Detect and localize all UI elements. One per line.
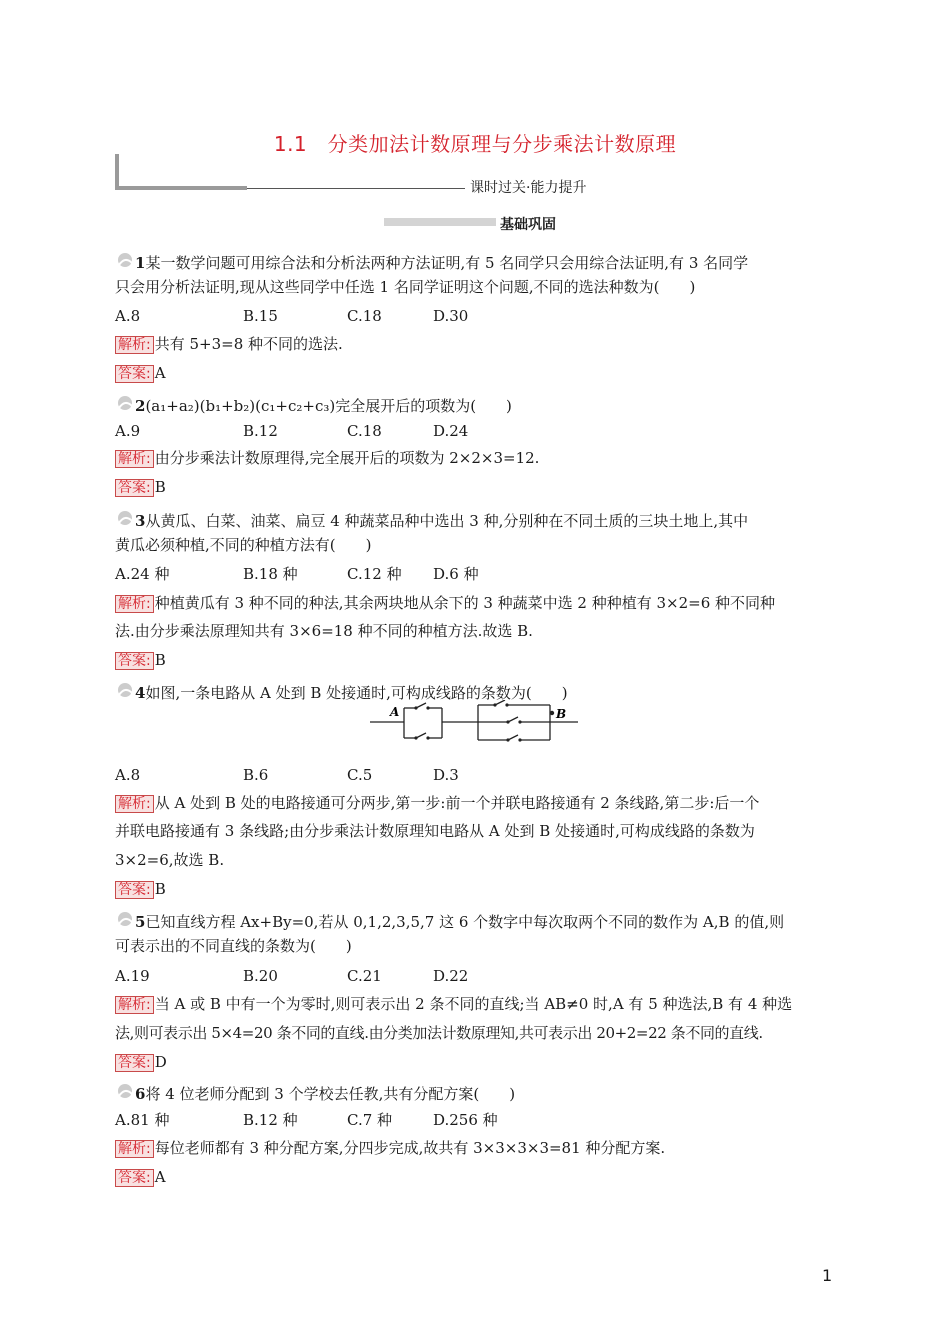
header-rule bbox=[247, 188, 465, 189]
option-c: C.5 bbox=[347, 766, 373, 784]
analysis-line bbox=[115, 448, 539, 469]
question-text: 如图,一条电路从 A 处到 B 处接通时,可构成线路的条数为( ) bbox=[145, 684, 568, 702]
option-d: D.30 bbox=[433, 307, 469, 325]
question-2-stem bbox=[115, 395, 512, 416]
analysis-text: 每位老师都有 3 种分配方案,分四步完成,故共有 3×3×3×3=81 种分配方案. bbox=[154, 1139, 666, 1157]
option-d: D.6 种 bbox=[433, 565, 479, 583]
answer-line bbox=[115, 363, 166, 384]
section-decoration-bar bbox=[384, 218, 496, 226]
analysis-tag: 解析: bbox=[115, 795, 154, 813]
circuit-diagram bbox=[370, 700, 582, 746]
option-c: C.18 bbox=[347, 422, 382, 440]
question-marker-icon bbox=[115, 682, 135, 698]
answer-tag: 答案: bbox=[115, 1169, 154, 1187]
answer-line bbox=[115, 477, 166, 498]
question-1-stem-line2: 只会用分析法证明,现从这些同学中任选 1 名同学证明这个问题,不同的选法种数为( ) bbox=[115, 278, 696, 296]
analysis-text: 共有 5+3=8 种不同的选法. bbox=[154, 335, 343, 353]
answer-value: B bbox=[154, 880, 166, 898]
analysis-tag: 解析: bbox=[115, 450, 154, 468]
option-a: A.8 bbox=[115, 766, 141, 784]
question-text: (a₁+a₂)(b₁+b₂)(c₁+c₂+c₃)完全展开后的项数为( ) bbox=[145, 397, 512, 415]
analysis-text: 从 A 处到 B 处的电路接通可分两步,第一步:前一个并联电路接通有 2 条线路,第二步:后一个 bbox=[154, 794, 760, 812]
analysis-text: 由分步乘法计数原理得,完全展开后的项数为 2×2×3=12. bbox=[154, 449, 540, 467]
option-d: D.24 bbox=[433, 422, 469, 440]
question-marker-icon bbox=[115, 510, 135, 526]
question-5-stem-line2: 可表示出的不同直线的条数为( ) bbox=[115, 937, 352, 955]
answer-tag: 答案: bbox=[115, 652, 154, 670]
option-b: B.6 bbox=[243, 766, 269, 784]
question-marker-icon bbox=[115, 395, 135, 411]
question-number: 1 bbox=[135, 254, 146, 272]
answer-tag: 答案: bbox=[115, 365, 154, 383]
option-c: C.7 种 bbox=[347, 1111, 393, 1129]
question-text: 某一数学问题可用综合法和分析法两种方法证明,有 5 名同学只会用综合法证明,有 3 名同学 bbox=[145, 254, 749, 272]
question-6-stem bbox=[115, 1083, 515, 1104]
question-marker-icon bbox=[115, 252, 135, 268]
analysis-tag: 解析: bbox=[115, 595, 154, 613]
question-1-stem bbox=[115, 252, 748, 273]
analysis-tag: 解析: bbox=[115, 1140, 154, 1158]
answer-line bbox=[115, 879, 166, 900]
page-subtitle: 课时过关·能力提升 bbox=[470, 180, 587, 196]
answer-line bbox=[115, 650, 166, 671]
answer-tag: 答案: bbox=[115, 1054, 154, 1072]
question-3-stem-line2: 黄瓜必须种植,不同的种植方法有( ) bbox=[115, 536, 372, 554]
header-decoration-bar bbox=[115, 154, 119, 190]
question-3-stem bbox=[115, 510, 748, 531]
analysis-line-3: 3×2=6,故选 B. bbox=[115, 851, 225, 869]
analysis-line-2: 法.由分步乘法原理知共有 3×6=18 种不同的种植方法.故选 B. bbox=[115, 622, 533, 640]
page-number: 1 bbox=[822, 1266, 833, 1285]
answer-line bbox=[115, 1052, 167, 1073]
question-number: 6 bbox=[135, 1085, 146, 1103]
page-title: 1.1 分类加法计数原理与分步乘法计数原理 bbox=[273, 132, 677, 156]
option-d: D.256 种 bbox=[433, 1111, 498, 1129]
analysis-text: 种植黄瓜有 3 种不同的种法,其余两块地从余下的 3 种蔬菜中选 2 种种植有 3×2=6 种不同种 bbox=[154, 594, 776, 612]
question-number: 2 bbox=[135, 397, 146, 415]
question-5-stem bbox=[115, 911, 784, 932]
option-c: C.21 bbox=[347, 967, 382, 985]
analysis-tag: 解析: bbox=[115, 336, 154, 354]
answer-value: B bbox=[154, 651, 166, 669]
circuit-label-a: A bbox=[390, 705, 400, 719]
answer-tag: 答案: bbox=[115, 881, 154, 899]
question-text: 已知直线方程 Ax+By=0,若从 0,1,2,3,5,7 这 6 个数字中每次取两个不同的数作为 A,B 的值,则 bbox=[145, 913, 785, 931]
option-d: D.3 bbox=[433, 766, 459, 784]
option-d: D.22 bbox=[433, 967, 469, 985]
answer-value: A bbox=[154, 364, 166, 382]
option-a: A.19 bbox=[115, 967, 150, 985]
question-marker-icon bbox=[115, 911, 135, 927]
answer-value: B bbox=[154, 478, 166, 496]
option-c: C.18 bbox=[347, 307, 382, 325]
option-a: A.24 种 bbox=[115, 565, 170, 583]
question-text: 将 4 位老师分配到 3 个学校去任教,共有分配方案( ) bbox=[145, 1085, 516, 1103]
option-a: A.81 种 bbox=[115, 1111, 170, 1129]
question-marker-icon bbox=[115, 1083, 135, 1099]
option-b: B.20 bbox=[243, 967, 278, 985]
analysis-line bbox=[115, 793, 759, 814]
analysis-line bbox=[115, 334, 343, 355]
answer-value: D bbox=[154, 1053, 167, 1071]
analysis-line bbox=[115, 994, 792, 1015]
header-decoration-bar bbox=[115, 186, 247, 190]
option-b: B.15 bbox=[243, 307, 278, 325]
question-number: 3 bbox=[135, 512, 146, 530]
circuit-label-b: B bbox=[556, 707, 567, 721]
option-c: C.12 种 bbox=[347, 565, 402, 583]
analysis-tag: 解析: bbox=[115, 996, 154, 1014]
analysis-line bbox=[115, 1138, 665, 1159]
answer-line bbox=[115, 1167, 166, 1188]
option-a: A.9 bbox=[115, 422, 141, 440]
analysis-line-2: 并联电路接通有 3 条线路;由分步乘法计数原理知电路从 A 处到 B 处接通时,可构成线路的条数为 bbox=[115, 822, 755, 840]
answer-value: A bbox=[154, 1168, 166, 1186]
option-b: B.12 bbox=[243, 422, 278, 440]
analysis-line-2: 法,则可表示出 5×4=20 条不同的直线.由分类加法计数原理知,共可表示出 20+2=22 条不同的直线. bbox=[115, 1024, 763, 1042]
option-b: B.18 种 bbox=[243, 565, 298, 583]
analysis-text: 当 A 或 B 中有一个为零时,则可表示出 2 条不同的直线;当 AB≠0 时,A 有 5 种选法,B 有 4 种选 bbox=[154, 995, 793, 1013]
question-text: 从黄瓜、白菜、油菜、扁豆 4 种蔬菜品种中选出 3 种,分别种在不同土质的三块土地上,其中 bbox=[145, 512, 749, 530]
question-number: 5 bbox=[135, 913, 146, 931]
analysis-line bbox=[115, 593, 775, 614]
option-b: B.12 种 bbox=[243, 1111, 298, 1129]
section-heading: 基础巩固 bbox=[500, 217, 556, 233]
option-a: A.8 bbox=[115, 307, 141, 325]
question-number: 4 bbox=[135, 684, 146, 702]
answer-tag: 答案: bbox=[115, 479, 154, 497]
